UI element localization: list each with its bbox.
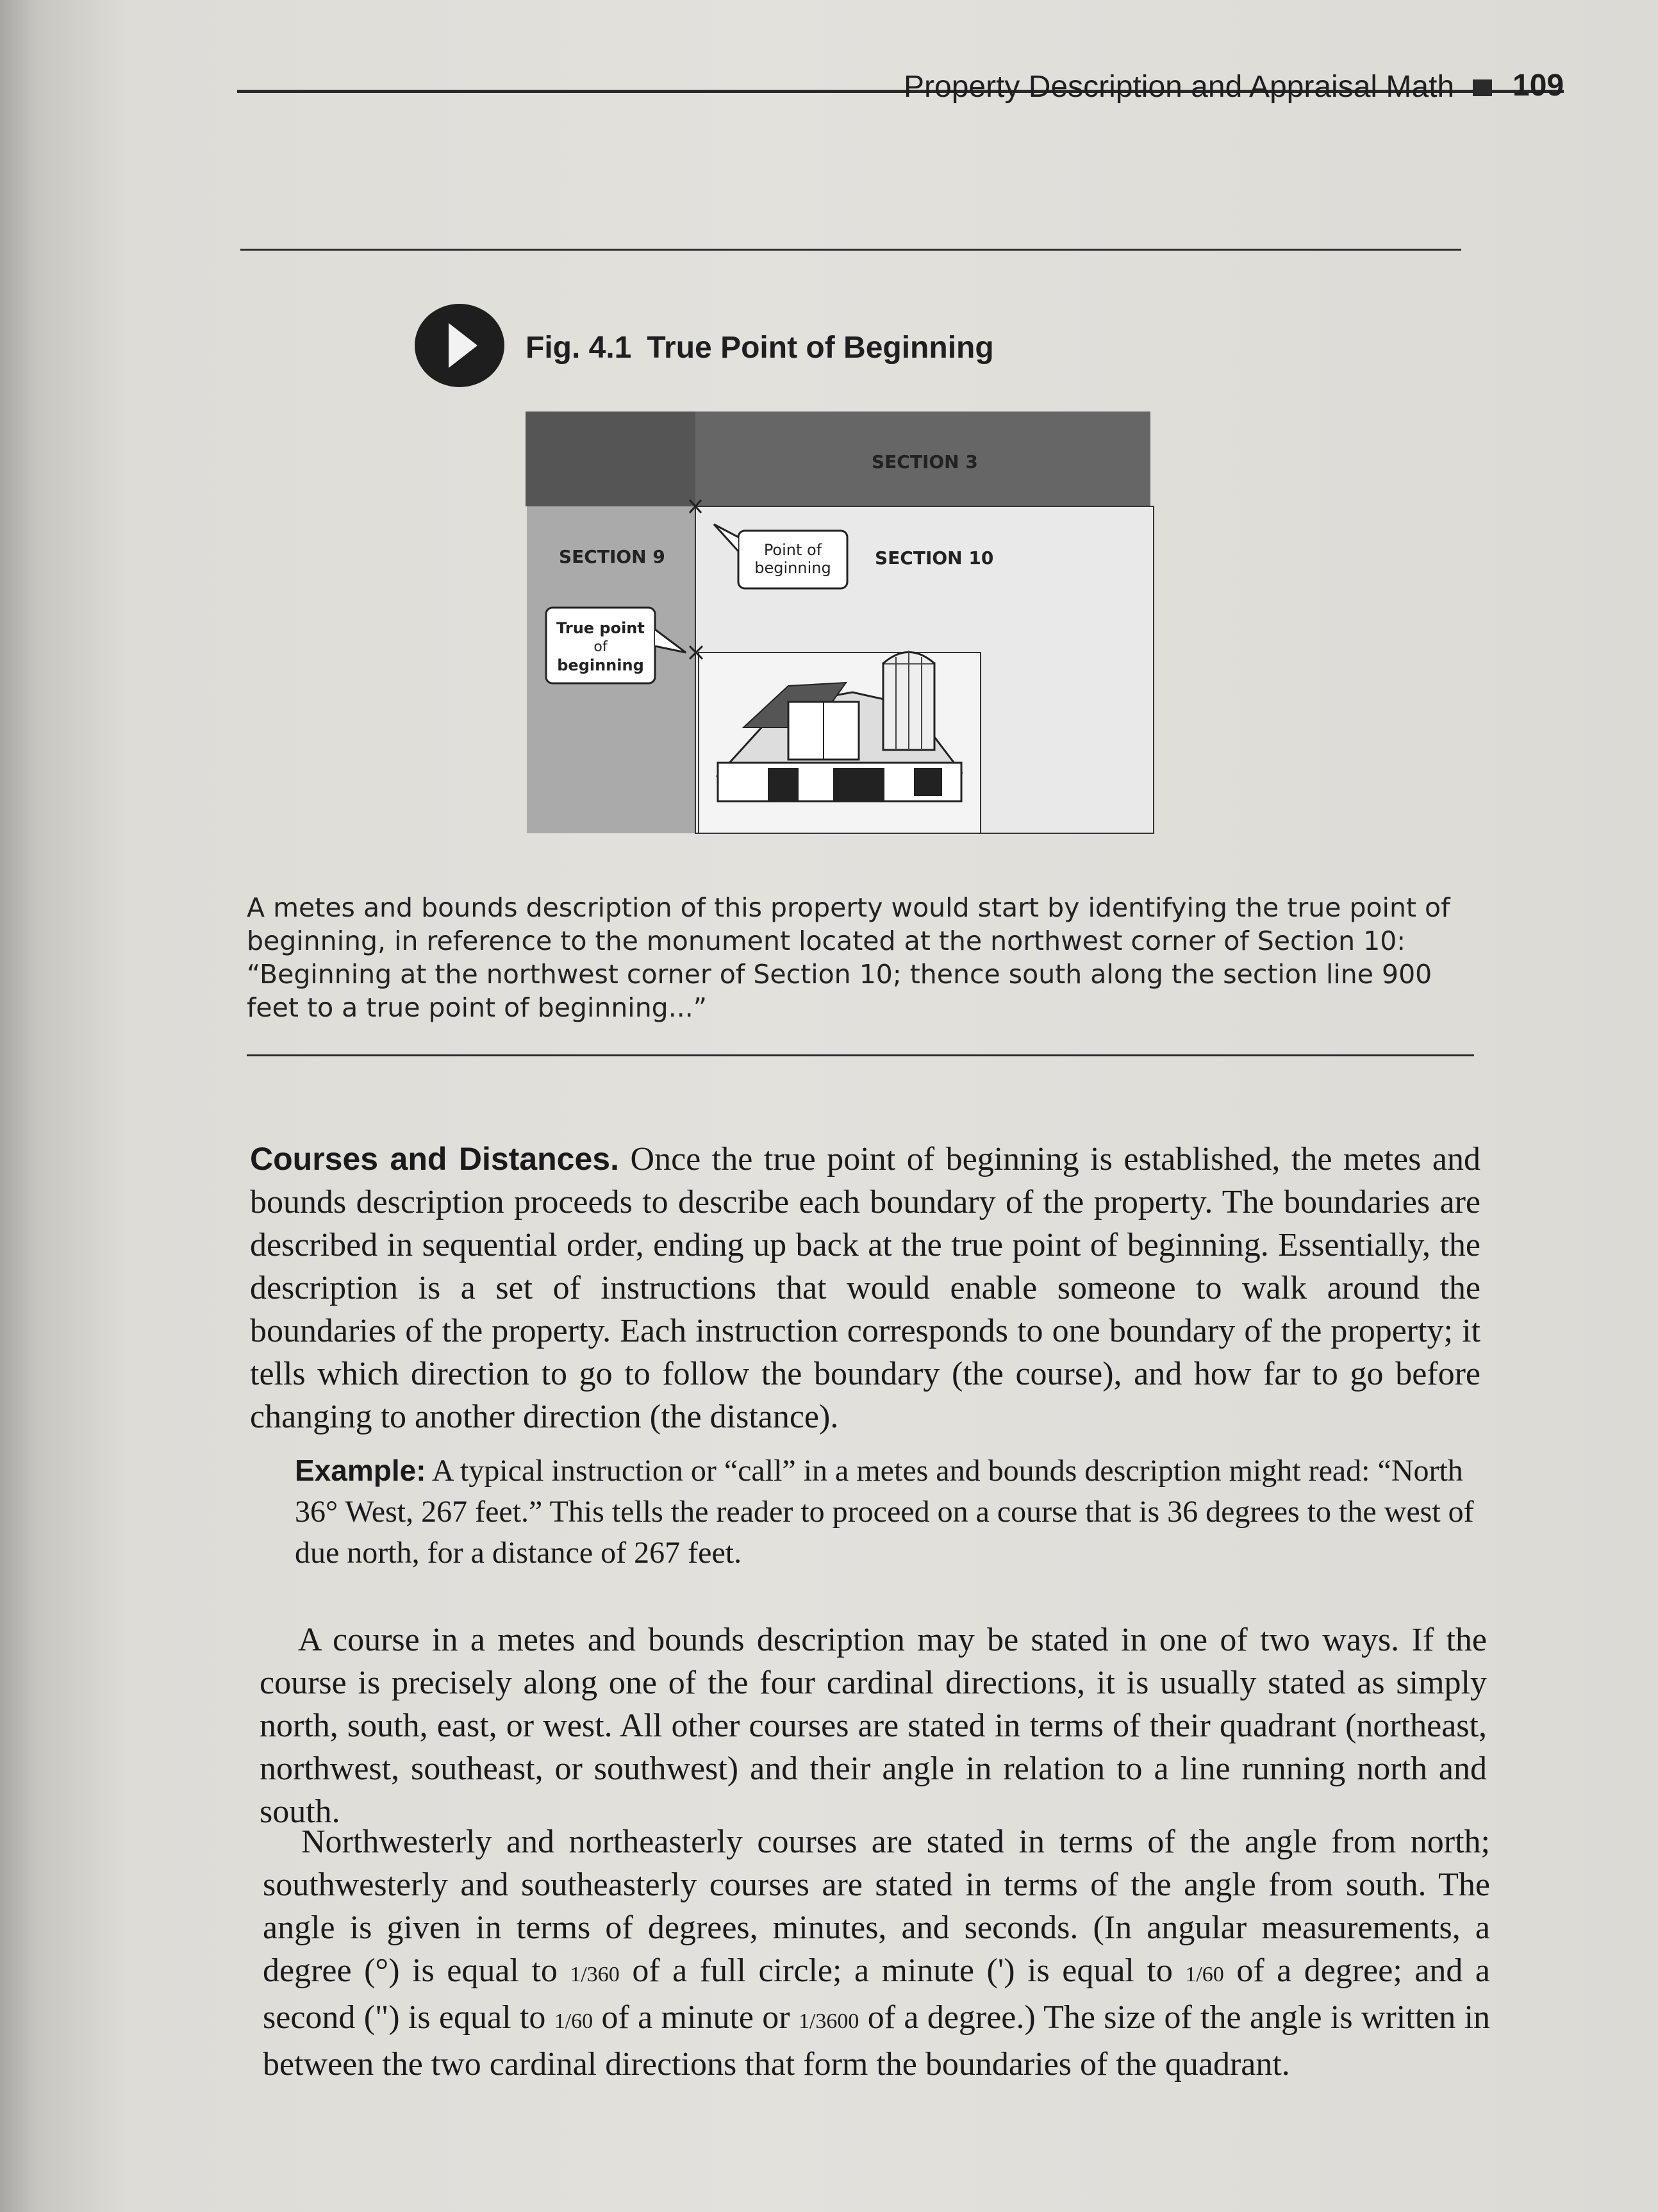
paragraph-courses-distances [250, 1138, 1480, 1438]
angles-text-3: of a degree; and a second (") is equal to [263, 1952, 1491, 2036]
paragraph-angles [263, 1820, 1490, 2086]
fraction-1-3600: 1/3600 [798, 2009, 859, 2033]
figure-top-rule [240, 249, 1461, 251]
section-10-label: SECTION 10 [875, 547, 994, 569]
header-square-icon [1473, 79, 1492, 96]
paragraph-lead-heading: Courses and Distances. [250, 1141, 619, 1177]
fraction-1-60-a: 1/60 [1185, 1963, 1224, 1986]
section-map-diagram [513, 404, 1173, 846]
figure-title: True Point of Beginning [647, 331, 994, 365]
tpob-label-line2: of [593, 639, 608, 655]
figure-bottom-rule [247, 1054, 1474, 1056]
angles-text-5: of a degree.) The size of the angle is written in between the two cardinal directions that form the boundaries of the quadrant. [263, 1999, 1491, 2083]
running-header-title: Property Description and Appraisal Math [904, 70, 1455, 104]
angles-text-2: of a full circle; a minute (') is equal to [619, 1952, 1186, 1989]
section-3-label: SECTION 3 [872, 451, 978, 472]
tpob-label-line3: beginning [557, 656, 644, 674]
pob-label-line2: beginning [754, 559, 831, 577]
paragraph-course-ways: A course in a metes and bounds description may be stated in one of two ways. If the course is precisely along one of the four cardinal directions, it is usually stated as simply north, south, east, or west. All other courses are stated in terms of their quadrant (northeast, northwest, southeast, or southwest) and their angle in relation to a line running north and south. [260, 1622, 1487, 1830]
pob-label-line1: Point of [763, 541, 822, 559]
play-arrow-icon [413, 303, 506, 389]
example-callout [295, 1450, 1480, 1574]
section-9-label: SECTION 9 [559, 546, 665, 567]
figure-number: Fig. 4.1 [526, 331, 632, 365]
example-lead: Example: [295, 1454, 426, 1487]
angles-text-1: Northwesterly and northeasterly courses are stated in terms of the angle from north; southwesterly and southeasterly courses are stated in terms of the angle from south. The angle is given in terms of degrees, minutes, and seconds. (In angular measurements, a degree (°) is equal to [263, 1824, 1490, 1989]
fraction-1-360: 1/360 [570, 1963, 620, 1986]
paragraph-body: Once the true point of beginning is established, the metes and bounds description proceeds to describe each boundary of the property. The boundaries are described in sequential order, ending up back at the true point of beginning. Essentially, the description is a set of instructions that would enable someone to walk around the boundaries of the property. Each instruction corresponds to one boundary of the property; it tells which direction to go to follow the boundary (the course), and how far to go before changing to another direction (the distance). [250, 1141, 1480, 1435]
angles-text-4: of a minute or [593, 1999, 799, 2036]
tpob-label-line1: True point [556, 619, 645, 637]
section-4-block [526, 412, 695, 506]
page-number: 109 [1513, 69, 1564, 103]
figure-caption [526, 330, 994, 365]
fraction-1-60-b: 1/60 [554, 2009, 593, 2033]
example-body: A typical instruction or “call” in a metes and bounds description might read: “North 36° West, 267 feet.” This tells the reader to proceed on a course that is 36 degrees to the west of due north, for a distance of 267 feet. [295, 1454, 1474, 1570]
figure-description: A metes and bounds description of this property would start by identifying the true point of beginning, in reference to the monument located at the northwest corner of Section 10: “Beginning at the northwest corner of Section 10; thence south along the section line 900 feet to a true point of beginning...” [247, 892, 1450, 1023]
